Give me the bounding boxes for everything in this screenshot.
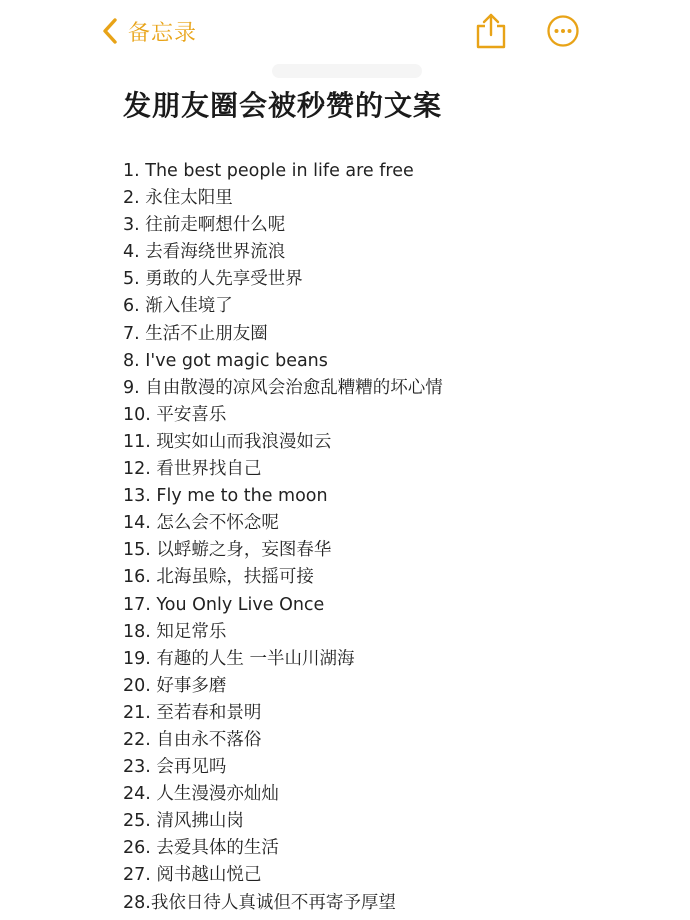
list-item: 4. 去看海绕世界流浪 (123, 242, 286, 263)
list-item: 16. 北海虽赊，扶摇可接 (123, 567, 314, 588)
list-item: 24. 人生漫漫亦灿灿 (123, 784, 279, 805)
list-item: 19. 有趣的人生 一半山川湖海 (123, 648, 355, 669)
list-item: 7. 生活不止朋友圈 (123, 323, 268, 344)
list-item: 25. 清风拂山岗 (123, 811, 244, 832)
back-button[interactable] (100, 14, 197, 48)
list-item: 3. 往前走啊想什么呢 (123, 215, 286, 236)
share-icon[interactable] (473, 12, 509, 50)
list-item: 18. 知足常乐 (123, 621, 227, 642)
navigation-bar (0, 0, 690, 62)
list-item: 13. Fly me to the moon (123, 486, 328, 507)
list-item: 17. You Only Live Once (123, 594, 325, 615)
list-item: 11. 现实如山而我浪漫如云 (123, 431, 332, 452)
back-label: 备忘录 (128, 20, 198, 46)
more-icon[interactable] (546, 14, 580, 48)
note-list (123, 158, 443, 917)
list-item: 15. 以蜉蝣之身，妄图春华 (123, 540, 332, 561)
note-title: 发朋友圈会被秒赞的文案 (123, 89, 443, 122)
list-item: 26. 去爱具体的生活 (123, 838, 279, 859)
chevron-left-icon (100, 16, 122, 46)
list-item: 14. 怎么会不怀念呢 (123, 513, 279, 534)
list-item: 2. 永住太阳里 (123, 188, 233, 209)
list-item: 23. 会再见吗 (123, 757, 227, 778)
list-item: 10. 平安喜乐 (123, 404, 227, 425)
faint-header-line (272, 64, 422, 78)
list-item: 12. 看世界找自己 (123, 459, 262, 480)
list-item: 5. 勇敢的人先享受世界 (123, 269, 303, 290)
list-item: 20. 好事多磨 (123, 675, 227, 696)
list-item: 1. The best people in life are free (123, 161, 414, 181)
list-item: 27. 阅书越山悦己 (123, 865, 262, 886)
list-item: 8. I've got magic beans (123, 350, 328, 371)
list-item: 22. 自由永不落俗 (123, 729, 262, 750)
list-item: 9. 自由散漫的凉风会治愈乱糟糟的坏心情 (123, 377, 443, 398)
list-item: 21. 至若春和景明 (123, 702, 262, 723)
list-item: 6. 渐入佳境了 (123, 296, 233, 317)
list-item: 28.我依日待人真诚但不再寄予厚望 (123, 892, 396, 913)
